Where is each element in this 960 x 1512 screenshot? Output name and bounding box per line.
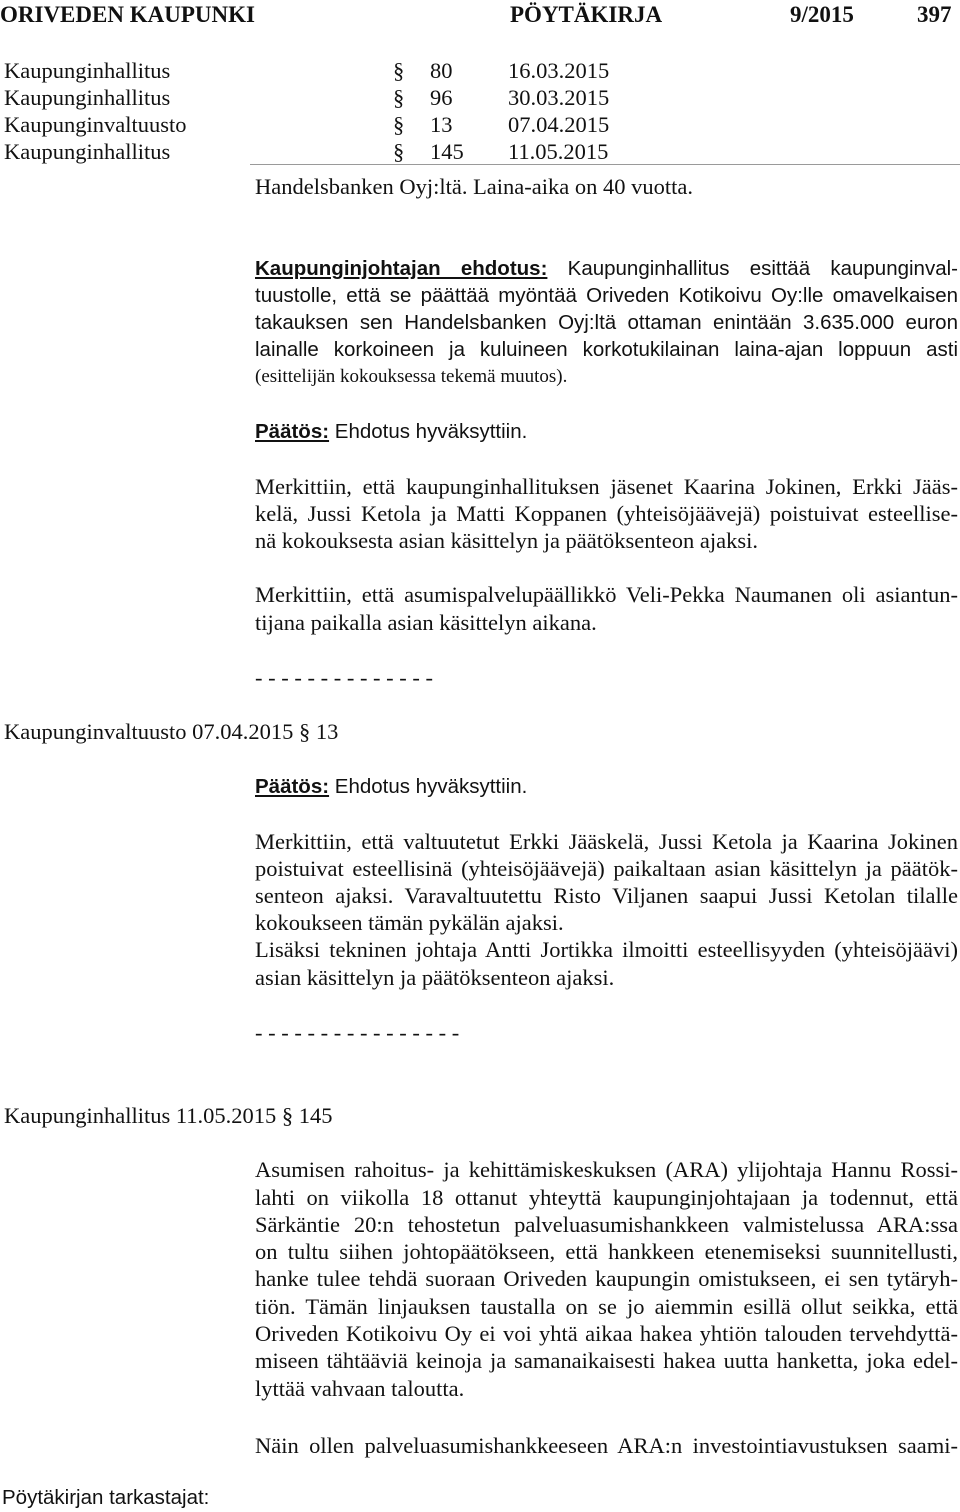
section-separator: - - - - - - - - - - - - - - - -	[255, 1020, 460, 1045]
continuation-line: Handelsbanken Oyj:ltä. Laina-aika on 40 vuotta.	[255, 174, 693, 199]
note-line: kelä, Jussi Ketola ja Matti Koppanen (yhteisöjäävejä) poistuivat esteellise-	[255, 501, 958, 526]
meeting-body: Kaupunginvaltuusto	[4, 112, 187, 137]
decision-text: Ehdotus hyväksyttiin.	[334, 775, 528, 798]
section-sign: §	[393, 112, 405, 137]
section-sign: §	[393, 85, 405, 110]
section-separator: - - - - - - - - - - - - - -	[255, 665, 434, 690]
document-type: PÖYTÄKIRJA	[510, 2, 663, 27]
decision-label: Päätös:	[255, 420, 330, 443]
paragraph-line: Asumisen rahoitus- ja kehittämiskeskuksen (ARA) ylijohtaja Hannu Rossi-	[255, 1157, 958, 1182]
proposal-text: Kaupunginhallitus esittää kaupunginval-	[567, 257, 958, 280]
proposal-label: Kaupunginjohtajan ehdotus:	[255, 257, 548, 280]
decision-label: Päätös:	[255, 775, 330, 798]
note-line: Merkittiin, että asumispalvelupäällikkö Veli-Pekka Naumanen oli asiantun-	[255, 582, 958, 607]
paragraph-line: hanke tulee tehdä suoraan Oriveden kaupungin omistukseen, ei sen tytäryh-	[255, 1266, 958, 1291]
paragraph-line: Näin ollen palveluasumishankkeeseen ARA:n investointiavustuksen saami-	[255, 1433, 958, 1458]
meeting-section: 13	[430, 112, 453, 137]
note-line: Merkittiin, että valtuutetut Erkki Jääskelä, Jussi Ketola ja Kaarina Jokinen	[255, 829, 958, 854]
note-line: kokoukseen tämän pykälän ajaksi.	[255, 910, 564, 935]
note-line: Merkittiin, että kaupunginhallituksen jäsenet Kaarina Jokinen, Erkki Jääs-	[255, 474, 958, 499]
minutes-checkers-label: Pöytäkirjan tarkastajat:	[2, 1486, 210, 1509]
organization-name: ORIVEDEN KAUPUNKI	[0, 2, 255, 27]
paragraph-line: tiön. Tämän linjauksen taustalla on se jo aiemmin esillä ollut seikka, että	[255, 1294, 958, 1319]
meeting-date: 07.04.2015	[508, 112, 610, 137]
meeting-section: 145	[430, 139, 464, 164]
meeting-section: 96	[430, 85, 453, 110]
note-line: nä kokouksesta asian käsittelyn ja päätöksenteon ajaksi.	[255, 528, 758, 553]
meeting-body: Kaupunginhallitus	[4, 58, 171, 83]
section-sign: §	[393, 58, 405, 83]
minutes-number: 9/2015	[790, 2, 854, 27]
note-line: senteon ajaksi. Varavaltuutettu Risto Viljanen saapui Jussi Ketolan tilalle	[255, 883, 958, 908]
meeting-body: Kaupunginhallitus	[4, 85, 171, 110]
amendment-note: (esittelijän kokouksessa tekemä muutos).	[255, 366, 568, 387]
meeting-date: 30.03.2015	[508, 85, 610, 110]
board-heading: Kaupunginhallitus 11.05.2015 § 145	[4, 1103, 333, 1128]
note-line: Lisäksi tekninen johtaja Antti Jortikka ilmoitti esteellisyyden (yhteisöjäävi)	[255, 937, 958, 962]
section-sign: §	[393, 139, 405, 164]
proposal-line: takauksen sen Handelsbanken Oyj:ltä ottaman enintään 3.635.000 euron	[255, 311, 958, 334]
meeting-date: 16.03.2015	[508, 58, 610, 83]
paragraph-line: lahti on viikolla 18 ottanut yhteyttä kaupunginjohtajaan ja todennut, että	[255, 1185, 958, 1210]
board-decision	[255, 418, 958, 445]
note-line: tijana paikalla asian käsittelyn aikana.	[255, 610, 597, 635]
meeting-body: Kaupunginhallitus	[4, 139, 171, 164]
meeting-section: 80	[430, 58, 453, 83]
header-divider	[250, 164, 960, 165]
page-number: 397	[917, 2, 952, 27]
paragraph-line: Särkäntie 20:n tehostetun palveluasumishankkeen valmistelussa ARA:ssa	[255, 1212, 958, 1237]
paragraph-line: Oriveden Kotikoivu Oy ei voi yhtä aikaa hakea yhtiön talouden tervehdyttä-	[255, 1321, 958, 1346]
council-heading: Kaupunginvaltuusto 07.04.2015 § 13	[4, 719, 339, 744]
proposal-line	[255, 255, 958, 282]
council-decision	[255, 773, 958, 800]
decision-text: Ehdotus hyväksyttiin.	[334, 420, 528, 443]
paragraph-line: on tultu siihen johtopäätökseen, että hankkeen etenemiseksi suunnitellusti,	[255, 1239, 958, 1264]
note-line: asian käsittelyn ja päätöksenteon ajaksi.	[255, 965, 615, 990]
proposal-line: tuustolle, että se päättää myöntää Oriveden Kotikoivu Oy:lle omavelkaisen	[255, 284, 958, 307]
paragraph-line: miseen tähtääviä keinoja ja samanaikaisesti hakea uutta hanketta, joka edel-	[255, 1348, 958, 1373]
proposal-line: lainalle korkoineen ja kuluineen korkotukilainan laina-ajan loppuun asti	[255, 338, 958, 361]
meeting-date: 11.05.2015	[508, 139, 609, 164]
note-line: poistuivat esteellisinä (yhteisöjäävejä) paikaltaan asian käsittelyn ja päätök-	[255, 856, 958, 881]
paragraph-line: lyttää vahvaan taloutta.	[255, 1376, 465, 1401]
